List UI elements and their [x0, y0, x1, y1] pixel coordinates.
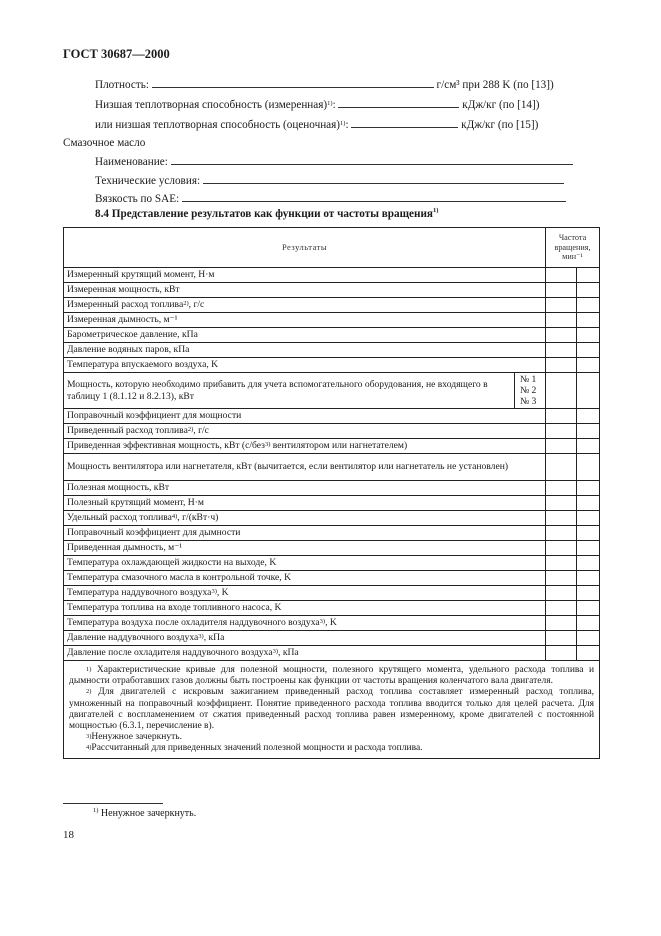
row-label: Поправочный коэффициент для мощности [64, 409, 546, 424]
value-cell[interactable] [577, 511, 600, 526]
row-label: Давление наддувочного воздуха$^{3)}$, кПа [64, 631, 546, 646]
table-header-row [64, 228, 600, 268]
value-cell[interactable] [577, 496, 600, 511]
row-label: Температура охлаждающей жидкости на выходе, K [64, 556, 546, 571]
row-label: Давление после охладителя наддувочного воздуха$^{3)}$, кПа [64, 646, 546, 661]
table-note-4: $^{4)}$Рассчитанный для приведенных значений полезной мощности и расхода топлива. [86, 743, 423, 754]
page-footnote: $^{1)}$ Ненужное зачеркнуть. [93, 807, 197, 819]
value-cell[interactable] [546, 328, 577, 343]
value-cell[interactable] [546, 343, 577, 358]
value-cell[interactable] [546, 631, 577, 646]
value-cell[interactable] [546, 439, 577, 454]
table-note-1: $^{1)}$ Характеристические кривые для полезной мощности, полезного крутящего момента, удельного расхода топлива и дымности отработавших газов должны быть построены как функции от частоты вращения коленчатого вала двигателя. [69, 665, 595, 687]
name-line [95, 155, 573, 169]
density-label: Плотность: [95, 79, 149, 91]
row-label: Мощность вентилятора или нагнетателя, кВт (вычитается, если вентилятор или нагнетатель не установлен) [64, 454, 546, 481]
lhv-estimated-colon: : [345, 119, 349, 131]
header-freq-line-1: Частота [558, 233, 587, 243]
value-cell[interactable] [546, 409, 577, 424]
value-cell[interactable] [577, 439, 600, 454]
value-cell[interactable] [577, 358, 600, 373]
lhv-measured-sup: 1) [327, 100, 333, 107]
aux-n3: № 3 [520, 396, 537, 407]
value-cell[interactable] [546, 586, 577, 601]
row-label: Измеренная дымность, м⁻¹ [64, 313, 546, 328]
sae-blank[interactable] [182, 192, 566, 202]
row-label: Полезный крутящий момент, Н·м [64, 496, 546, 511]
section-title [95, 208, 438, 220]
table-note-3: $^{3)}$Ненужное зачеркнуть. [86, 732, 182, 743]
lhv-measured-suffix: кДж/кг (по [14]) [462, 99, 540, 111]
table-notes [64, 661, 600, 759]
footnote-rule [63, 803, 163, 804]
value-cell[interactable] [546, 358, 577, 373]
value-cell[interactable] [546, 283, 577, 298]
sae-label: Вязкость по SAE: [95, 193, 180, 205]
value-cell[interactable] [546, 601, 577, 616]
aux-row [64, 373, 600, 409]
value-cell[interactable] [577, 571, 600, 586]
value-cell[interactable] [577, 409, 600, 424]
row-label: Температура впускаемого воздуха, K [64, 358, 546, 373]
value-cell[interactable] [546, 646, 577, 661]
value-cell[interactable] [546, 481, 577, 496]
value-cell[interactable] [546, 526, 577, 541]
lhv-estimated-label: или низшая теплотворная способность (оценочная) [95, 119, 341, 131]
row-label: Приведенная эффективная мощность, кВт (с/без$^{3)}$ вентилятором или нагнетателем) [64, 439, 546, 454]
row-label: Барометрическое давление, кПа [64, 328, 546, 343]
value-cell[interactable] [577, 283, 600, 298]
row-label: Полезная мощность, кВт [64, 481, 546, 496]
lube-heading: Смазочное масло [63, 137, 146, 149]
value-cell[interactable] [577, 298, 600, 313]
name-label: Наименование: [95, 156, 168, 168]
aux-n2: № 2 [520, 385, 537, 396]
value-cell[interactable] [577, 268, 600, 283]
page-header: ГОСТ 30687—2000 [63, 47, 170, 61]
density-suffix: г/см³ при 288 K (по [13]) [436, 79, 554, 91]
row-label: Давление водяных паров, кПа [64, 343, 546, 358]
row-label: Температура воздуха после охладителя наддувочного воздуха$^{3)}$, K [64, 616, 546, 631]
section-title-sup: 1) [432, 207, 439, 214]
density-line [95, 78, 554, 92]
section-title-text: 8.4 Представление результатов как функции от частоты вращения [95, 208, 433, 220]
value-cell[interactable] [577, 526, 600, 541]
header-frequency [546, 228, 600, 268]
lhv-measured-colon: : [332, 99, 336, 111]
row-label: Приведенная дымность, м⁻¹ [64, 541, 546, 556]
value-cell[interactable] [577, 328, 600, 343]
value-cell[interactable] [546, 556, 577, 571]
aux-n1: № 1 [520, 374, 537, 385]
value-cell[interactable] [577, 481, 600, 496]
row-label: Температура топлива на входе топливного насоса, K [64, 601, 546, 616]
value-cell[interactable] [577, 424, 600, 439]
value-cell[interactable] [577, 343, 600, 358]
lhv-estimated-blank[interactable] [351, 118, 458, 128]
value-cell[interactable] [577, 586, 600, 601]
header-freq-line-2: вращения, [554, 242, 591, 252]
row-label: Поправочный коэффициент для дымности [64, 526, 546, 541]
spec-label: Технические условия: [95, 175, 201, 187]
value-cell[interactable] [546, 313, 577, 328]
value-cell[interactable] [546, 496, 577, 511]
lhv-measured-label: Низшая теплотворная способность (измеренная) [95, 99, 328, 111]
value-cell[interactable] [577, 373, 600, 409]
lhv-estimated-suffix: кДж/кг (по [15]) [461, 119, 539, 131]
row-label: Температура смазочного масла в контрольной точке, K [64, 571, 546, 586]
notes-row [64, 661, 600, 759]
value-cell[interactable] [546, 541, 577, 556]
row-label: Приведенный расход топлива$^{2)}$, г/с [64, 424, 546, 439]
value-cell[interactable] [577, 556, 600, 571]
spec-line [95, 174, 564, 188]
aux-row-label: Мощность, которую необходимо прибавить для учета вспомогательного оборудования, не входящего в таблицу 1 (8.1.12 и 8.2.13), кВт [64, 373, 515, 409]
lhv-estimated-line [95, 118, 538, 132]
row-label: Измеренная мощность, кВт [64, 283, 546, 298]
value-cell[interactable] [546, 268, 577, 283]
row-label: Температура наддувочного воздуха$^{3)}$, K [64, 586, 546, 601]
header-results: Результаты [64, 228, 546, 268]
value-cell[interactable] [577, 454, 600, 481]
header-freq-line-3: мин⁻¹ [562, 252, 583, 262]
page-number: 18 [63, 829, 74, 841]
name-blank[interactable] [171, 155, 573, 165]
lhv-measured-line [95, 98, 539, 112]
value-cell[interactable] [546, 373, 577, 409]
row-label: Измеренный крутящий момент, Н·м [64, 268, 546, 283]
row-label: Измеренный расход топлива$^{2)}$, г/с [64, 298, 546, 313]
aux-row-numbers [515, 373, 546, 409]
value-cell[interactable] [577, 601, 600, 616]
value-cell[interactable] [577, 616, 600, 631]
value-cell[interactable] [546, 424, 577, 439]
value-cell[interactable] [577, 631, 600, 646]
lhv-measured-blank[interactable] [338, 98, 459, 108]
density-blank[interactable] [152, 78, 434, 88]
spec-blank[interactable] [203, 174, 564, 184]
value-cell[interactable] [577, 313, 600, 328]
value-cell[interactable] [546, 616, 577, 631]
table-note-2: $^{2)}$ Для двигателей с искровым зажиганием приведенный расход топлива составляет измеренный расход топлива, умноженный на поправочный коэффициент. Понятие приведенного расхода топлива вводится только для целей расчета. Для двигателей с воспламенением от сжатия приведенный расход топлива равен измеренному, кроме двигателей с постоянной мощностью (6.3.1, перечисление в). [69, 687, 595, 732]
results-table [63, 227, 600, 759]
value-cell[interactable] [546, 571, 577, 586]
value-cell[interactable] [577, 541, 600, 556]
value-cell[interactable] [546, 454, 577, 481]
lhv-estimated-sup: 1) [340, 120, 346, 127]
sae-line [95, 192, 566, 206]
row-label: Удельный расход топлива$^{4)}$, г/(кВт·ч) [64, 511, 546, 526]
value-cell[interactable] [546, 511, 577, 526]
value-cell[interactable] [546, 298, 577, 313]
value-cell[interactable] [577, 646, 600, 661]
